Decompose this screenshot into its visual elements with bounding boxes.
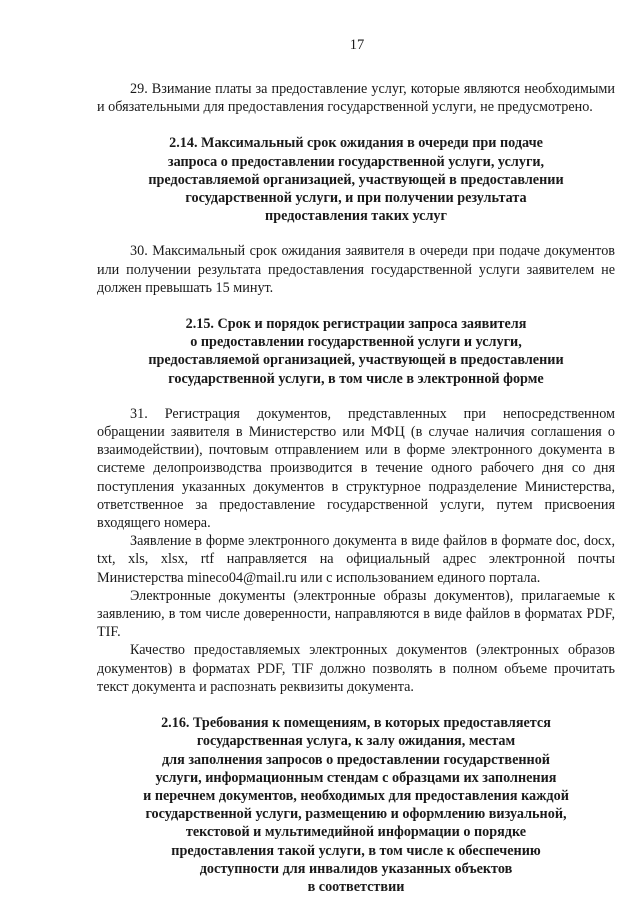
heading-line: для заполнения запросов о предоставлении государственной — [162, 751, 550, 768]
heading-line: 2.15. Срок и порядок регистрации запроса заявителя — [185, 316, 527, 333]
heading-2-14 — [97, 134, 615, 225]
heading-line: предоставляемой организацией, участвующей в предоставлении — [148, 171, 564, 188]
heading-line: государственной услуги, размещению и оформлению визуальной, — [145, 806, 567, 823]
paragraph-29: 29. Взимание платы за предоставление услуг, которые являются необходимыми и обязательными для предоставления государственной услуги, не предусмотрено. — [97, 81, 615, 116]
heading-2-16 — [97, 714, 615, 896]
heading-2-15 — [97, 315, 615, 388]
spacer — [97, 297, 615, 315]
spacer — [97, 388, 615, 405]
paragraph-31: 31. Регистрация документов, представленных при непосредственном обращении заявителя в Министерство или МФЦ (в случае наличия соглашения о взаимодействии), почтовым отправлением или в форме электронного документа в системе делопроизводства производится в течение одного рабочего дня со дня поступления указанных документов в структурное подразделение Министерства, ответственное за предоставление государственной услуги, путем присвоения входящего номера. — [97, 405, 615, 532]
spacer — [97, 116, 615, 134]
heading-line: государственная услуга, к залу ожидания, местам — [196, 733, 516, 750]
heading-line: предоставления такой услуги, в том числе к обеспечению — [171, 842, 541, 859]
heading-line: и перечнем документов, необходимых для предоставления каждой — [143, 787, 569, 804]
spacer — [97, 225, 615, 242]
heading-line: услуги, информационным стендам с образцами их заполнения — [155, 769, 557, 786]
heading-line: предоставления таких услуг — [265, 208, 447, 225]
heading-line: в соответствии — [307, 878, 405, 895]
heading-line: 2.16. Требования к помещениям, в которых предоставляется — [161, 715, 551, 732]
heading-line: государственной услуги, и при получении результата — [185, 190, 527, 207]
heading-line: доступности для инвалидов указанных объектов — [199, 860, 513, 877]
page-number: 17 — [349, 37, 365, 53]
paragraph-30: 30. Максимальный срок ожидания заявителя в очереди при подаче документов или получении результата предоставления государственной услуги заявителем не должен превышать 15 минут. — [97, 243, 615, 296]
heading-line: запроса о предоставлении государственной услуги, услуги, — [167, 153, 545, 170]
heading-line: о предоставлении государственной услуги и услуги, — [190, 334, 522, 351]
heading-line: предоставляемой организацией, участвующей в предоставлении — [148, 352, 564, 369]
heading-line: текстовой и мультимедийной информации о порядке — [185, 824, 527, 841]
heading-line: 2.14. Максимальный срок ожидания в очереди при подаче — [169, 135, 543, 152]
spacer — [97, 696, 615, 714]
paragraph-31-attachments: Электронные документы (электронные образы документов), прилагаемые к заявлению, в том числе доверенности, направляются в виде файлов в форматах PDF, TIF. — [97, 587, 615, 641]
paragraph-31-email: Заявление в форме электронного документа в виде файлов в формате doc, docx, txt, xls, xlsx, rtf направляется на официальный адрес электронной почты Министерства mineco04@mail.ru или с использованием единого портала. — [97, 533, 615, 586]
heading-line: государственной услуги, в том числе в электронной форме — [168, 370, 544, 387]
paragraph-31-quality: Качество предоставляемых электронных документов (электронных образов документов) в форматах PDF, TIF должно позволять в полном объеме прочитать текст документа и распознать реквизиты документа. — [97, 642, 615, 695]
